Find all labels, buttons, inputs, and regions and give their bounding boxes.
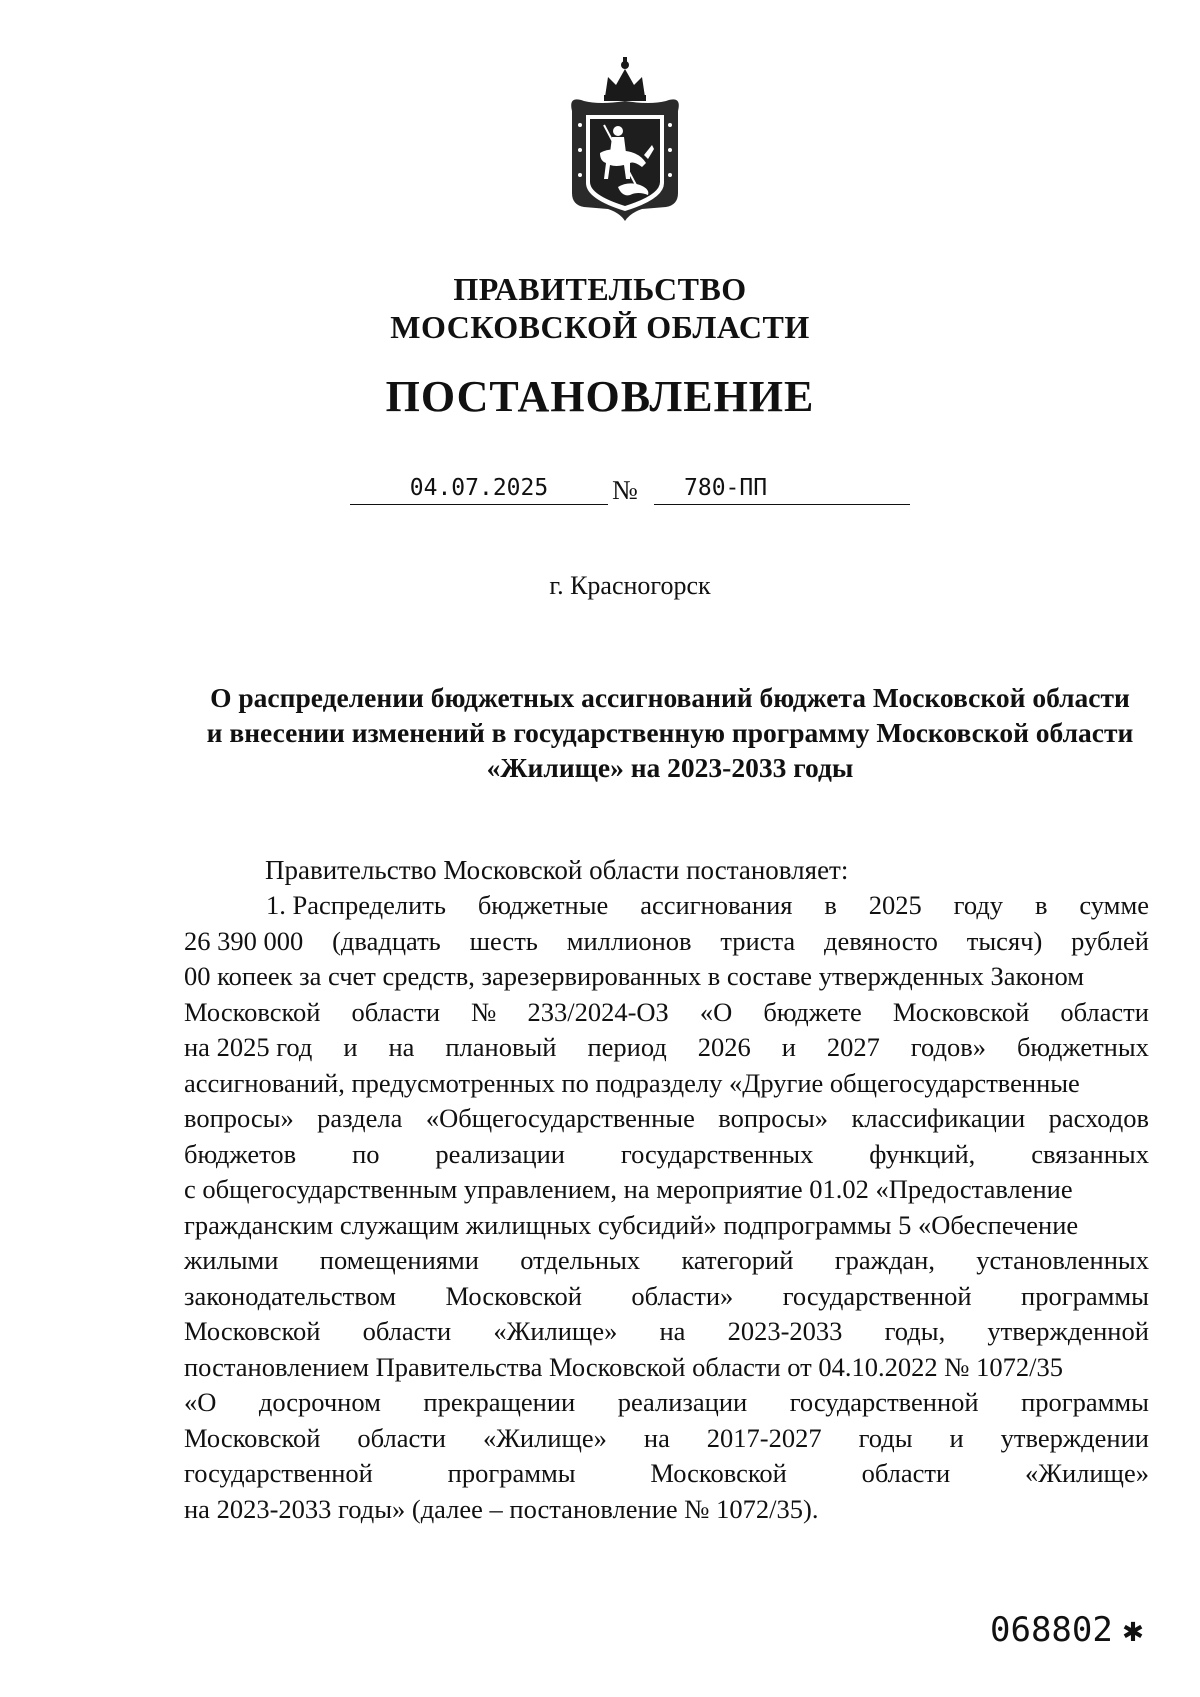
paragraph-line (184, 1030, 1149, 1066)
asterisk-icon: ✱ (1122, 1610, 1144, 1650)
paragraph-word: миллионов (566, 925, 692, 956)
paragraph-word: Московской (184, 1422, 321, 1453)
paragraph-word: «О (184, 1387, 217, 1417)
paragraph-word: «Жилище» (482, 1422, 607, 1453)
paragraph-line (184, 1279, 1149, 1315)
organization-name-line-2: МОСКОВСКОЙ ОБЛАСТИ (390, 309, 810, 345)
paragraph-word: году (953, 890, 1004, 920)
paragraph-word: области» (631, 1280, 734, 1311)
paragraph-word: Московской (650, 1458, 787, 1488)
paragraph-line (184, 1066, 1149, 1102)
paragraph-word: утверждении (1000, 1422, 1149, 1453)
paragraph-line (184, 1456, 1149, 1492)
paragraph-word: ассигнования (640, 890, 793, 920)
paragraph-line (184, 995, 1149, 1031)
document-number: 780-ПП (654, 472, 910, 505)
paragraph-word: на (659, 1316, 686, 1346)
paragraph-word: в (824, 890, 837, 920)
paragraph-word: государственной (789, 1387, 979, 1417)
paragraph-line (184, 1421, 1149, 1457)
city-of-issue: г. Красногорск (549, 571, 711, 600)
paragraph-word: области (1060, 996, 1149, 1027)
paragraph-word: государственных (620, 1138, 814, 1169)
paragraph-line (184, 924, 1149, 960)
paragraph-word: бюджетные (477, 890, 609, 920)
paragraph-line (184, 1314, 1149, 1350)
paragraph-word: ассигнований, предусмотренных по подразделу «Другие общегосударственные (184, 1067, 1080, 1098)
paragraph-word: бюджетных (1016, 1032, 1149, 1062)
paragraph-word: прекращении (423, 1387, 576, 1417)
paragraph-word: по (352, 1138, 380, 1169)
paragraph-word: бюджетов (184, 1138, 297, 1169)
paragraph-word: расходов (1048, 1103, 1149, 1133)
paragraph-word: № (471, 996, 497, 1027)
paragraph-word: реализации (435, 1138, 565, 1169)
paragraph-word: области (357, 1422, 446, 1453)
coat-of-arms-icon (560, 55, 690, 225)
paragraph-word: области (861, 1458, 951, 1488)
paragraph-line (184, 888, 1149, 924)
paragraph-line (184, 1101, 1149, 1137)
paragraph-word: девяносто (824, 925, 938, 956)
paragraph-word: вопросы» (184, 1103, 294, 1133)
paragraph-word: законодательством (184, 1280, 397, 1311)
paragraph-word: помещениями (319, 1245, 479, 1275)
paragraph-line (184, 1350, 1149, 1386)
paragraph-word: граждан, (834, 1245, 935, 1275)
paragraph-line (184, 1137, 1149, 1173)
paragraph-word: тысяч) (966, 925, 1043, 956)
paragraph-word: «Жилище» (493, 1316, 618, 1346)
paragraph-word: на (388, 1032, 415, 1062)
preamble: Правительство Московской области постановляет: (265, 855, 849, 885)
paragraph-word: на (643, 1422, 670, 1453)
paragraph-line (184, 959, 1149, 995)
paragraph-1 (184, 888, 1149, 1527)
paragraph-word: Московской (892, 996, 1030, 1027)
paragraph-line (184, 1243, 1149, 1279)
paragraph-word: отдельных (520, 1245, 641, 1275)
paragraph-word: шесть (469, 925, 538, 956)
title-line: О распределении бюджетных ассигнований бюджета Московской области (210, 682, 1130, 713)
paragraph-line (184, 1492, 1149, 1528)
paragraph-word: с общегосударственным управлением, на мероприятие 01.02 «Предоставление (184, 1174, 1073, 1204)
title-line: и внесении изменений в государственную программу Московской области (206, 717, 1134, 748)
registration-line (350, 472, 910, 512)
paragraph-word: «Жилище» (1024, 1458, 1149, 1488)
paragraph-word: на 2023-2033 годы» (далее – постановление № 1072/35). (184, 1493, 819, 1524)
paragraph-word: области (362, 1316, 452, 1346)
paragraph-word: 2023-2033 (727, 1316, 843, 1346)
sheet-serial-number: 068802 (990, 1610, 1113, 1650)
paragraph-word: 1. Распределить (266, 890, 446, 920)
paragraph-word: государственной (184, 1458, 373, 1488)
paragraph-word: 2027 (826, 1032, 880, 1062)
sheet-serial-stamp (990, 1610, 1143, 1650)
paragraph-word: и (781, 1032, 796, 1062)
paragraph-word: установленных (976, 1245, 1149, 1275)
paragraph-word: и (949, 1422, 964, 1453)
paragraph-word: категорий (681, 1245, 794, 1275)
paragraph-word: области (351, 996, 441, 1027)
number-sign: № (612, 475, 638, 505)
paragraph-word: 2017-2027 (706, 1422, 822, 1453)
paragraph-word: досрочном (258, 1387, 381, 1417)
document-type-heading: ПОСТАНОВЛЕНИЕ (385, 372, 815, 421)
paragraph-word: бюджете (763, 996, 862, 1027)
paragraph-word: 233/2024-ОЗ (527, 996, 669, 1027)
paragraph-word: в (1034, 890, 1048, 920)
paragraph-word: программы (1021, 1387, 1149, 1417)
paragraph-word: раздела (317, 1103, 403, 1133)
paragraph-word: программы (447, 1458, 576, 1488)
paragraph-word: вопросы» (718, 1103, 829, 1133)
paragraph-word: 2026 (697, 1032, 751, 1062)
paragraph-word: годы (858, 1422, 913, 1453)
paragraph-word: реализации (617, 1387, 748, 1417)
paragraph-word: Московской (445, 1280, 582, 1311)
paragraph-word: на 2025 год (184, 1032, 313, 1062)
paragraph-word: сумме (1079, 890, 1149, 920)
paragraph-word: 2025 (868, 890, 922, 920)
paragraph-word: плановый (445, 1032, 557, 1062)
paragraph-line (184, 1385, 1149, 1421)
paragraph-word: гражданским служащим жилищных субсидий» подпрограммы 5 «Обеспечение (184, 1209, 1079, 1240)
paragraph-word: функций, (869, 1138, 976, 1169)
paragraph-word: 26 390 000 (184, 925, 304, 956)
paragraph-word: годы, (884, 1316, 946, 1346)
paragraph-word: утвержденной (987, 1316, 1149, 1346)
paragraph-word: программы (1021, 1280, 1149, 1311)
paragraph-word: триста (720, 925, 796, 956)
title-line: «Жилище» на 2023-2033 годы (486, 752, 854, 783)
paragraph-word: и (343, 1032, 358, 1062)
paragraph-word: период (587, 1032, 667, 1062)
document-title (170, 680, 1170, 785)
paragraph-line (184, 1208, 1149, 1244)
paragraph-word: «О (699, 996, 733, 1027)
paragraph-word: рублей (1071, 925, 1149, 956)
paragraph-word: классификации (851, 1103, 1026, 1133)
paragraph-word: Московской (184, 1316, 321, 1346)
paragraph-word: связанных (1031, 1138, 1149, 1169)
paragraph-word: 00 копеек за счет средств, зарезервированных в составе утвержденных Законом (184, 961, 1085, 991)
organization-name-line-1: ПРАВИТЕЛЬСТВО (453, 271, 747, 307)
paragraph-word: постановлением Правительства Московской области от 04.10.2022 № 1072/35 (184, 1351, 1064, 1382)
paragraph-word: «Общегосударственные (425, 1103, 695, 1133)
paragraph-word: Московской (184, 996, 321, 1027)
paragraph-word: (двадцать (332, 925, 441, 956)
paragraph-line (184, 1172, 1149, 1208)
paragraph-word: государственной (782, 1280, 972, 1311)
paragraph-word: годов» (910, 1032, 986, 1062)
document-date: 04.07.2025 (350, 472, 608, 505)
paragraph-word: жилыми (184, 1245, 279, 1275)
